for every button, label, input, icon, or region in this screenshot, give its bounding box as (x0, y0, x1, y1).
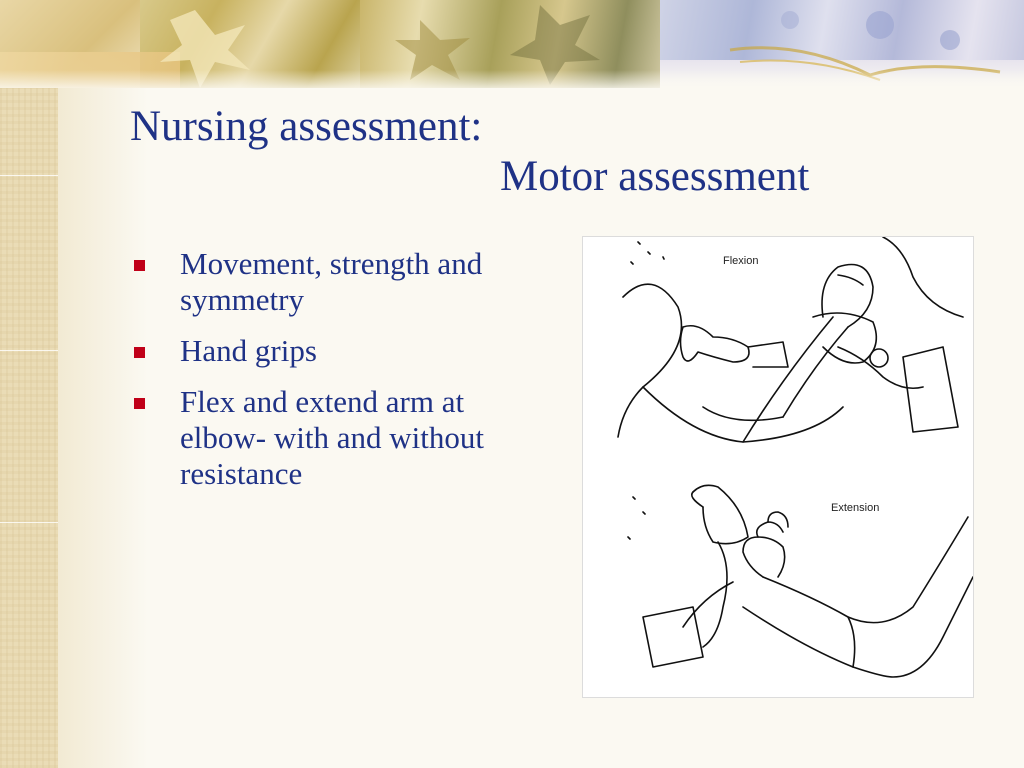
slide-title (130, 102, 930, 202)
extension-label: Extension (831, 502, 880, 514)
flexion-label: Flexion (723, 255, 759, 267)
bullet-text: Movement, strength and symmetry (180, 246, 483, 317)
arm-drawing-icon (583, 237, 973, 697)
square-bullet-icon (134, 260, 145, 271)
top-decorative-banner (0, 0, 1024, 88)
parchment-left-border (0, 0, 58, 768)
square-bullet-icon (134, 347, 145, 358)
title-line-2: Motor assessment (500, 153, 810, 200)
bullet-list (130, 246, 530, 507)
title-line-1: Nursing assessment: (130, 103, 483, 150)
square-bullet-icon (134, 398, 145, 409)
bullet-text: Hand grips (180, 333, 317, 368)
bullet-text: Flex and extend arm at elbow- with and without resistance (180, 384, 484, 491)
bullet-item (130, 333, 530, 369)
arm-assessment-illustration (582, 236, 974, 698)
bullet-item (130, 384, 530, 492)
bullet-item (130, 246, 530, 318)
